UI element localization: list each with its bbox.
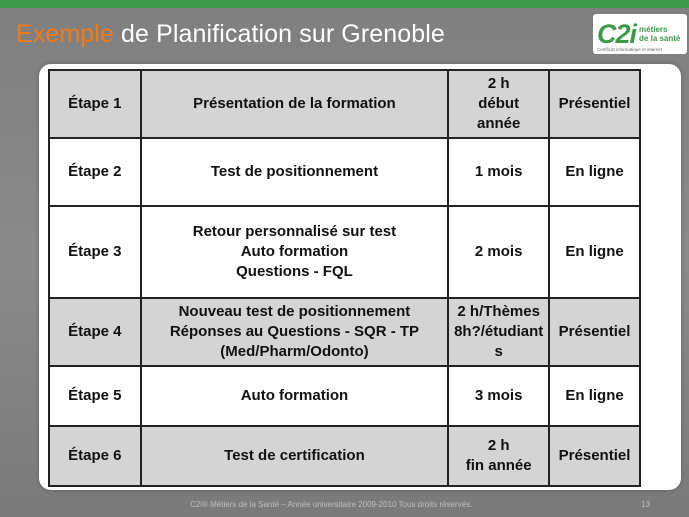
logo-line-1: métiers xyxy=(639,25,668,34)
duration-cell xyxy=(448,138,549,206)
duration-cell-line: 8h?/étudiant xyxy=(454,323,544,340)
content-cell-line: Réponses au Questions - SQR - TP xyxy=(169,323,420,340)
table-row xyxy=(49,426,640,486)
stage-cell: Étape 2 xyxy=(49,138,141,206)
mode-cell: Présentiel xyxy=(549,426,640,486)
duration-cell-line: 2 h/Thèmes xyxy=(457,303,540,320)
mode-cell: Présentiel xyxy=(549,70,640,138)
stage-cell: Étape 1 xyxy=(49,70,141,138)
planning-table-body xyxy=(49,70,640,486)
duration-cell-line: 2 h xyxy=(487,75,510,92)
table-row xyxy=(49,298,640,366)
page-number: 13 xyxy=(641,500,650,509)
stage-cell: Étape 5 xyxy=(49,366,141,426)
content-cell-line: (Med/Pharm/Odonto) xyxy=(220,343,369,360)
content-cell-line: Présentation de la formation xyxy=(193,95,396,112)
duration-cell-line: 2 h xyxy=(487,437,510,454)
stage-cell: Étape 4 xyxy=(49,298,141,366)
stage-cell: Étape 6 xyxy=(49,426,141,486)
content-cell-line: Test de certification xyxy=(224,447,365,464)
duration-cell-line: année xyxy=(477,115,521,132)
duration-cell-line: fin année xyxy=(465,457,532,474)
c2i-logo xyxy=(593,14,687,54)
content-cell-line: Questions - FQL xyxy=(236,263,353,280)
logo-line-2: de la santé xyxy=(639,34,681,43)
logo-tagline: Certificat informatique et internet xyxy=(597,47,663,52)
duration-cell-line: 2 mois xyxy=(474,243,523,260)
duration-cell-line: s xyxy=(494,343,503,360)
duration-cell xyxy=(448,70,549,138)
table-row xyxy=(49,206,640,298)
content-cell-line: Auto formation xyxy=(240,387,349,404)
stage-cell: Étape 3 xyxy=(49,206,141,298)
title-accent-word: Exemple xyxy=(16,20,114,48)
planning-table xyxy=(48,69,641,487)
title-rest: de Planification sur Grenoble xyxy=(113,20,445,48)
table-row xyxy=(49,70,640,138)
table-row xyxy=(49,366,640,426)
logo-c2i-text: C2i xyxy=(597,18,637,49)
mode-cell: En ligne xyxy=(549,206,640,298)
content-cell-line: Test de positionnement xyxy=(210,163,379,180)
duration-cell-line: 3 mois xyxy=(474,387,523,404)
duration-cell xyxy=(448,426,549,486)
top-accent-bar xyxy=(0,0,689,8)
content-cell xyxy=(141,206,449,298)
mode-cell: En ligne xyxy=(549,366,640,426)
mode-cell: En ligne xyxy=(549,138,640,206)
logo-side-text xyxy=(639,25,680,43)
content-cell-line: Auto formation xyxy=(240,243,349,260)
slide-title xyxy=(16,20,445,49)
duration-cell-line: début xyxy=(478,95,520,112)
content-cell xyxy=(141,426,449,486)
content-cell-line: Nouveau test de positionnement xyxy=(178,303,411,320)
duration-cell xyxy=(448,366,549,426)
content-cell xyxy=(141,366,449,426)
slide-footer: C2i® Métiers de la Santé – Année universitaire 2009-2010 Tous droits réservés. xyxy=(190,500,473,509)
mode-cell: Présentiel xyxy=(549,298,640,366)
table-row xyxy=(49,138,640,206)
content-cell xyxy=(141,138,449,206)
duration-cell xyxy=(448,206,549,298)
content-cell xyxy=(141,70,449,138)
content-cell-line: Retour personnalisé sur test xyxy=(192,223,397,240)
duration-cell-line: 1 mois xyxy=(474,163,523,180)
content-cell xyxy=(141,298,449,366)
duration-cell xyxy=(448,298,549,366)
